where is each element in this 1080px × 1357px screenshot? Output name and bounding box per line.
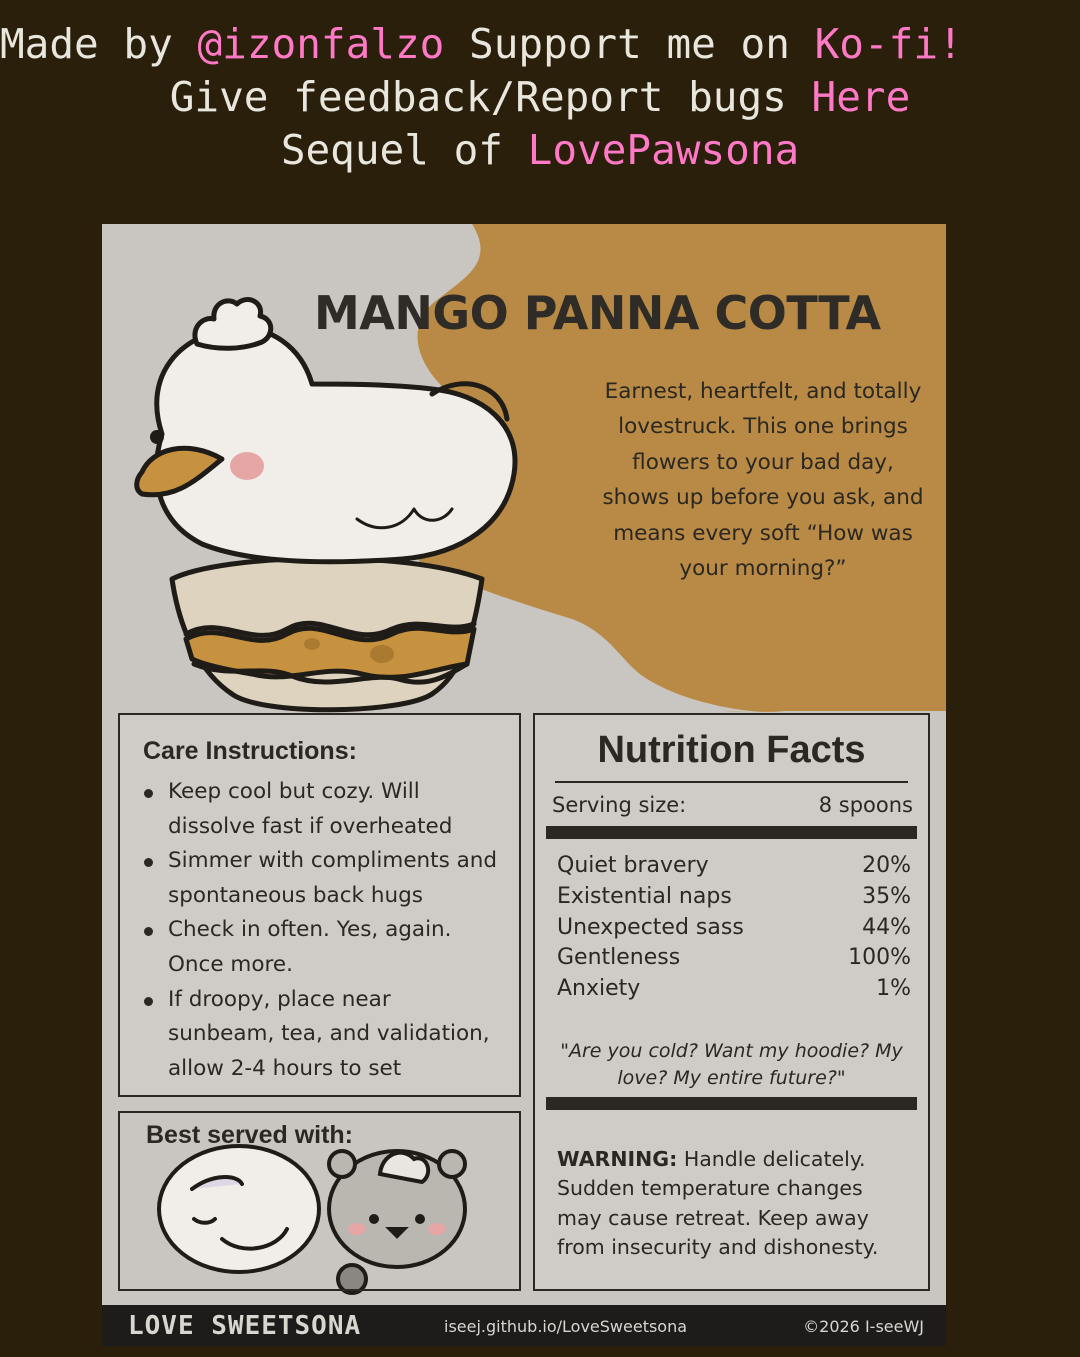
kofi-link[interactable]: Ko-fi! — [814, 20, 963, 68]
footer-copyright: ©2026 I-seeWJ — [803, 1317, 924, 1336]
care-instructions-panel — [118, 713, 521, 1097]
fact-name: Anxiety — [557, 976, 641, 1002]
care-item: Simmer with compliments and spontaneous back hugs — [142, 844, 502, 913]
care-heading: Care Instructions: — [143, 737, 357, 765]
sequel-link[interactable]: LovePawsona — [527, 126, 800, 174]
page-header — [0, 18, 1080, 177]
nutrition-facts-panel — [533, 713, 930, 1291]
served-heading: Best served with: — [146, 1121, 354, 1149]
serving-label: Serving size: — [552, 793, 687, 817]
fact-value: 44% — [862, 914, 911, 940]
warning-label: WARNING: — [557, 1147, 678, 1171]
fact-name: Unexpected sass — [557, 914, 744, 940]
fact-row — [557, 943, 911, 974]
warning-body: Handle delicately. Sudden temperature changes may cause retreat. Keep away from insecurity and dishonesty. — [557, 1147, 879, 1260]
credits-prefix: Made by — [0, 20, 198, 68]
nutrition-thick-divider — [546, 826, 917, 839]
nutrition-facts-list — [557, 851, 911, 1005]
care-item: If droopy, place near sunbeam, tea, and validation, allow 2-4 hours to set — [142, 983, 502, 1087]
care-list — [142, 775, 502, 1086]
care-item: Keep cool but cozy. Will dissolve fast if overheated — [142, 775, 502, 844]
warning-text — [557, 1145, 908, 1263]
care-item: Check in often. Yes, again. Once more. — [142, 913, 502, 982]
fact-row — [557, 851, 911, 882]
fact-name: Existential naps — [557, 883, 732, 909]
sequel-text: Sequel of — [280, 126, 528, 174]
fact-value: 1% — [876, 976, 911, 1002]
fact-name: Gentleness — [557, 945, 681, 971]
fact-value: 35% — [862, 883, 911, 909]
feedback-text: Give feedback/Report bugs — [169, 73, 812, 121]
footer-brand: LOVE SWEETSONA — [128, 1311, 362, 1341]
fact-value: 100% — [848, 945, 911, 971]
fact-row — [557, 913, 911, 944]
fact-row — [557, 974, 911, 1005]
sequel-line — [0, 124, 1080, 177]
nutrition-quote: "Are you cold? Want my hoodie? My love? My entire future?" — [560, 1040, 903, 1089]
sweetsona-card — [102, 224, 946, 1346]
nutrition-divider — [555, 781, 908, 783]
nutrition-heading: Nutrition Facts — [597, 729, 866, 771]
author-link[interactable]: @izonfalzo — [197, 20, 445, 68]
footer-url: iseej.github.io/LoveSweetsona — [444, 1317, 688, 1336]
serving-value: 8 spoons — [818, 793, 913, 817]
best-served-panel — [118, 1111, 521, 1291]
serving-size-row — [552, 793, 913, 817]
credits-line — [0, 18, 1080, 71]
fact-value: 20% — [862, 853, 911, 878]
card-footer — [102, 1305, 946, 1346]
nutrition-thick-divider — [546, 1097, 917, 1110]
card-description: Earnest, heartfelt, and totally lovestruck. This one brings flowers to your bad day, shows up before you ask, and means every soft “How was your morning?” — [602, 379, 924, 582]
feedback-line — [0, 71, 1080, 124]
fact-name: Quiet bravery — [557, 853, 709, 878]
fact-row — [557, 882, 911, 913]
card-title: MANGO PANNA COTTA — [314, 286, 881, 340]
support-text: Support me on — [444, 20, 815, 68]
feedback-link[interactable]: Here — [811, 73, 911, 121]
